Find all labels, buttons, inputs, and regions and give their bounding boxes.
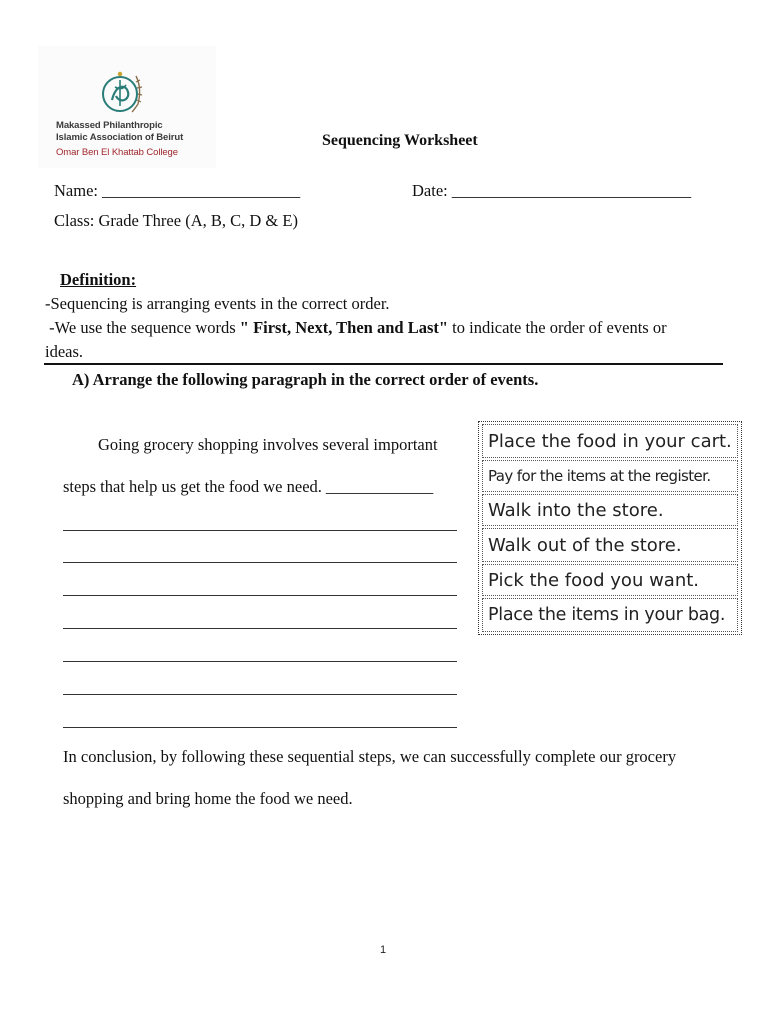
paragraph-line-1: Going grocery shopping involves several important [98,435,438,454]
worksheet-title: Sequencing Worksheet [322,132,478,149]
conclusion-line-2: shopping and bring home the food we need. [63,789,353,808]
answer-line[interactable] [63,727,457,728]
logo-line-1: Makassed Philanthropic [56,120,163,131]
definition-line-2-suffix: to indicate the order of events or [448,318,667,337]
sentence-strip[interactable]: Place the items in your bag. [482,598,738,632]
answer-line[interactable] [63,595,457,596]
answer-line[interactable] [63,694,457,695]
definition-line-1: -Sequencing is arranging events in the correct order. [45,294,390,313]
section-divider [44,363,723,365]
answer-line[interactable] [63,530,457,531]
paragraph-line-2: steps that help us get the food we need. _____________ [63,477,434,496]
name-field[interactable]: Name: ________________________ [54,181,301,200]
definition-line-3: ideas. [45,342,84,361]
section-a-heading: A) Arrange the following paragraph in the correct order of events. [72,370,539,389]
school-logo [38,46,216,168]
sentence-strip[interactable]: Pay for the items at the register. [482,460,738,492]
sentence-strip[interactable]: Walk out of the store. [482,528,738,562]
answer-line[interactable] [63,628,457,629]
answer-line[interactable] [63,661,457,662]
logo-line-3: Omar Ben El Khattab College [56,147,178,158]
definition-line-2-prefix: -We use the sequence words [45,318,240,337]
logo-line-2: Islamic Association of Beirut [56,132,184,143]
sentence-strip[interactable]: Pick the food you want. [482,564,738,596]
answer-line[interactable] [63,562,457,563]
conclusion-line-1: In conclusion, by following these sequential steps, we can successfully complete our grocery [63,747,677,766]
class-field: Class: Grade Three (A, B, C, D & E) [54,211,298,230]
date-field[interactable]: Date: _____________________________ [412,181,692,200]
sentence-strip[interactable]: Walk into the store. [482,494,738,526]
sentence-strips [478,421,742,635]
page-number: 1 [380,944,387,956]
makassed-emblem-icon [98,70,146,116]
sentence-strip[interactable]: Place the food in your cart. [482,424,738,458]
definition-line-2 [45,318,667,338]
sequence-words: " First, Next, Then and Last" [239,318,449,337]
definition-heading: Definition: [60,270,137,289]
